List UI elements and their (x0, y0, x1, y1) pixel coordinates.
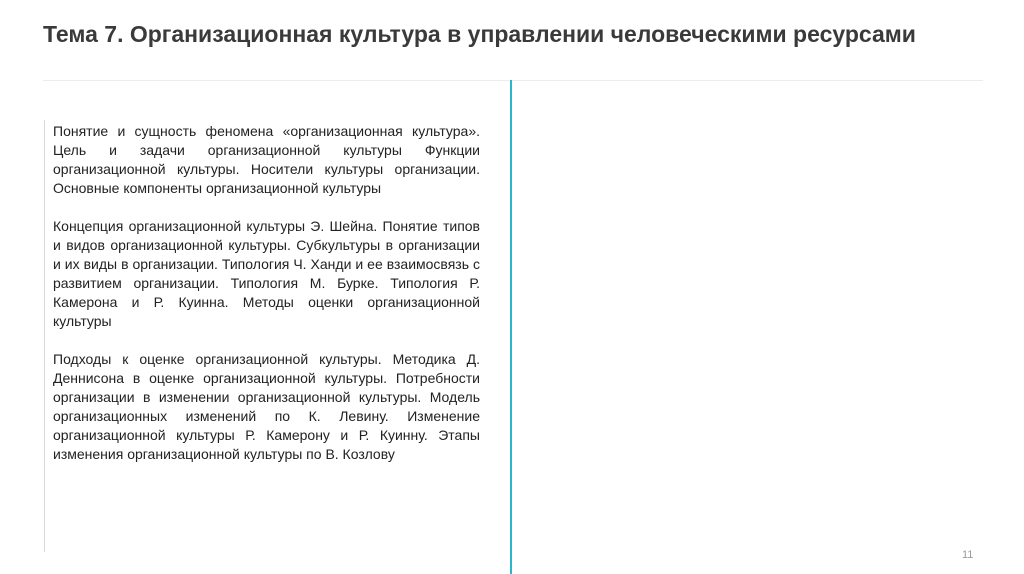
content-left-border (44, 120, 45, 552)
paragraph-2: Концепция организационной культуры Э. Шейна. Понятие типов и видов организационной культуры. Субкультуры в организации и их виды в организации. Типология Ч. Ханди и ее взаимосвязь с развитием организации. Типология М. Бурке. Типология Р. Камерона и Р. Куинна. Методы оценки организационной культуры (53, 218, 480, 329)
title-divider (43, 80, 983, 81)
content-block (53, 122, 480, 483)
accent-vertical-line (510, 80, 512, 574)
slide-title: Тема 7. Организационная культура в управлении человеческими ресурсами (43, 21, 916, 47)
page-number: 11 (962, 549, 974, 561)
paragraph-3: Подходы к оценке организационной культуры. Методика Д. Деннисона в оценке организационной культуры. Потребности организации в изменении организационной культуры. Модель организационных изменений по К. Левину. Изменение организационной культуры Р. Камерону и Р. Куинну. Этапы изменения организационной культуры по В. Козлову (53, 351, 480, 462)
paragraph-1: Понятие и сущность феномена «организационная культура». Цель и задачи организационной культуры Функции организационной культуры. Носители культуры организации. Основные компоненты организационной культуры (53, 123, 480, 196)
